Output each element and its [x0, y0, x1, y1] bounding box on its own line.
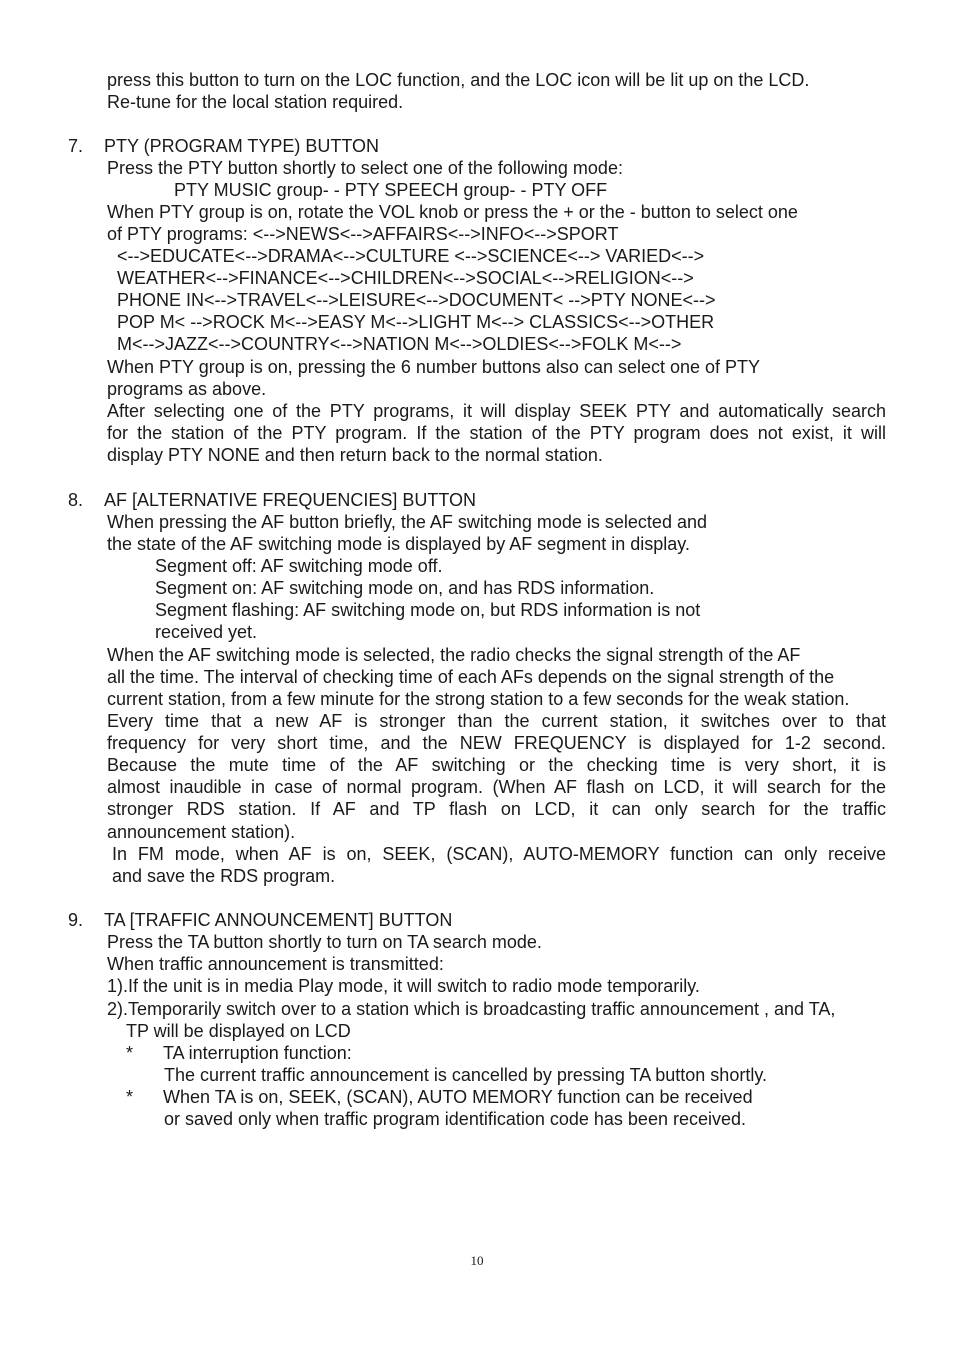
- section-8-line: and save the RDS program.: [112, 866, 336, 886]
- section-8-line: In FM mode, when AF is on, SEEK, (SCAN), AUTO-MEMORY function can only receive: [112, 844, 886, 864]
- section-8-line: current station, from a few minute for the strong station to a few seconds for the weak station.: [107, 689, 850, 709]
- section-7-line: M<-->JAZZ<-->COUNTRY<-->NATION M<-->OLDIES<-->FOLK M<-->: [117, 334, 682, 354]
- section-7-number: 7.: [68, 136, 84, 156]
- section-9-line: 1).If the unit is in media Play mode, it will switch to radio mode temporarily.: [107, 976, 700, 996]
- section-7-line: programs as above.: [107, 379, 267, 399]
- section-8-number: 8.: [68, 490, 84, 510]
- section-9-line: When traffic announcement is transmitted:: [107, 954, 444, 974]
- section-8-line: received yet.: [155, 622, 258, 642]
- section-7-line: After selecting one of the PTY programs, it will display SEEK PTY and automatically search: [107, 401, 886, 421]
- section-9-line: The current traffic announcement is cancelled by pressing TA button shortly.: [164, 1065, 767, 1085]
- section-7-line: for the station of the PTY program. If the station of the PTY program does not exist, it will: [107, 423, 886, 443]
- page-number: 10: [470, 1253, 484, 1268]
- section-9-heading: TA [TRAFFIC ANNOUNCEMENT] BUTTON: [104, 910, 453, 930]
- section-8-line: all the time. The interval of checking time of each AFs depends on the signal strength of the: [107, 667, 835, 687]
- section-7-line: WEATHER<-->FINANCE<-->CHILDREN<-->SOCIAL<-->RELIGION<-->: [117, 268, 694, 288]
- section-9-line: TA interruption function:: [163, 1043, 352, 1063]
- section-8-line: almost inaudible in case of normal program. (When AF flash on LCD, it will search for the: [107, 777, 886, 797]
- section-8-line: Because the mute time of the AF switching or the checking time is very short, it is: [107, 755, 886, 775]
- section-9-line: When TA is on, SEEK, (SCAN), AUTO MEMORY function can be received: [163, 1087, 753, 1107]
- section-9-line: TP will be displayed on LCD: [126, 1021, 351, 1041]
- section-9-number: 9.: [68, 910, 84, 930]
- section-8-line: Segment off: AF switching mode off.: [155, 556, 443, 576]
- bullet-marker: *: [126, 1043, 134, 1063]
- bullet-marker: *: [126, 1087, 134, 1107]
- section-7-line: <-->EDUCATE<-->DRAMA<-->CULTURE <-->SCIENCE<--> VARIED<-->: [117, 246, 705, 266]
- section-9-line: or saved only when traffic program identification code has been received.: [164, 1109, 747, 1129]
- section-7-line: of PTY programs: <-->NEWS<-->AFFAIRS<-->INFO<-->SPORT: [107, 224, 619, 244]
- section-7-line: When PTY group is on, rotate the VOL knob or press the + or the - button to select one: [107, 202, 798, 222]
- section-8-line: the state of the AF switching mode is displayed by AF segment in display.: [107, 534, 690, 554]
- section-7-line: display PTY NONE and then return back to the normal station.: [107, 445, 603, 465]
- section-7-line: Press the PTY button shortly to select one of the following mode:: [107, 158, 623, 178]
- section-8-line: announcement station).: [107, 822, 296, 842]
- intro-line-2: Re-tune for the local station required.: [107, 92, 404, 112]
- section-8-line: Segment on: AF switching mode on, and has RDS information.: [155, 578, 655, 598]
- section-7-line: When PTY group is on, pressing the 6 number buttons also can select one of PTY: [107, 357, 761, 377]
- section-7-line: POP M< -->ROCK M<-->EASY M<-->LIGHT M<--> CLASSICS<-->OTHER: [117, 312, 715, 332]
- intro-line-1: press this button to turn on the LOC function, and the LOC icon will be lit up on the LCD.: [107, 70, 810, 90]
- section-7-line: PTY MUSIC group- - PTY SPEECH group- - PTY OFF: [174, 180, 608, 200]
- section-8-heading: AF [ALTERNATIVE FREQUENCIES] BUTTON: [104, 490, 477, 510]
- section-9-line: 2).Temporarily switch over to a station which is broadcasting traffic announcement , and TA,: [107, 999, 836, 1019]
- section-8-line: frequency for very short time, and the NEW FREQUENCY is displayed for 1-2 second.: [107, 733, 886, 753]
- section-8-line: Every time that a new AF is stronger than the current station, it switches over to that: [107, 711, 886, 731]
- section-8-line: Segment flashing: AF switching mode on, but RDS information is not: [155, 600, 701, 620]
- section-9-line: Press the TA button shortly to turn on TA search mode.: [107, 932, 542, 952]
- section-7-line: PHONE IN<-->TRAVEL<-->LEISURE<-->DOCUMENT< -->PTY NONE<-->: [117, 290, 716, 310]
- section-8-line: When the AF switching mode is selected, the radio checks the signal strength of the AF: [107, 645, 801, 665]
- section-8-line: stronger RDS station. If AF and TP flash on LCD, it can only search for the traffic: [107, 799, 886, 819]
- section-7-heading: PTY (PROGRAM TYPE) BUTTON: [104, 136, 380, 156]
- section-8-line: When pressing the AF button briefly, the AF switching mode is selected and: [107, 512, 707, 532]
